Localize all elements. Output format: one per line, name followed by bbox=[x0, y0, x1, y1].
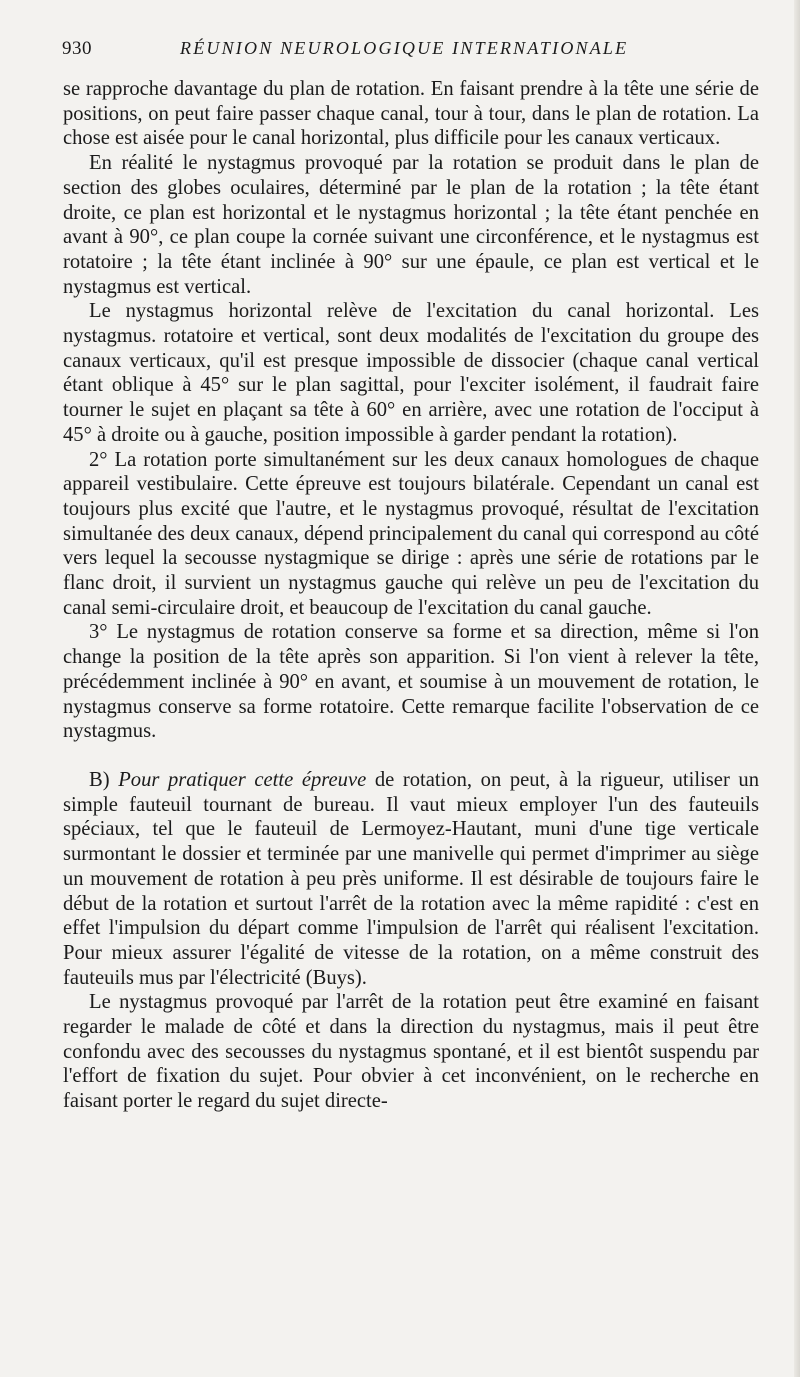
page-header bbox=[62, 38, 767, 68]
paragraph-plan-de-section: En réalité le nystagmus provoqué par la rotation se produit dans le plan de section des globes oculaires, déterminé par le plan de la rotation ; la tête étant droite, ce plan est horizontal et le nystagmus horizontal ; la tête étant penchée en avant à 90°, ce plan coupe la cornée suivant une circonférence, et le nystagmus est rotatoire ; la tête étant inclinée à 90° sur une épaule, ce plan est vertical et le nystagmus est vertical. bbox=[63, 152, 759, 298]
scan-edge-shadow bbox=[794, 0, 800, 1377]
section-b-text: de rotation, on peut, à la rigueur, utiliser un simple fauteuil tournant de bureau. Il vaut mieux employer l'un des fauteuils spéciaux, tel que le fauteuil de Lermoyez-Hautant, muni d'une tige verticale surmontant le dossier et terminée par une manivelle qui permet d'imprimer au siège un mouvement de rotation à peu près uniforme. Il est désirable de toujours faire le début de la rotation et surtout l'arrêt de la rotation avec la même rapidité : c'est en effet l'impulsion du départ comme l'impulsion de l'arrêt qui réalisent l'excitation. Pour mieux assurer l'égalité de vitesse de la rotation, on a même construit des fauteuils mus par l'électricité (Buys). bbox=[63, 768, 759, 989]
body-text bbox=[63, 77, 759, 1114]
paragraph-continuation: se rapproche davantage du plan de rotation. En faisant prendre à la tête une série de positions, on peut faire passer chaque canal, tour à tour, dans le plan de rotation. La chose est aisée pour le canal horizontal, plus difficile pour les canaux verticaux. bbox=[63, 78, 759, 150]
running-title: RÉUNION NEUROLOGIQUE INTERNATIONALE bbox=[180, 38, 629, 58]
paragraph-nystagmus-horizontal: Le nystagmus horizontal relève de l'excitation du canal horizontal. Les nystagmus. rotatoire et vertical, sont deux modalités de l'excitation du groupe des canaux verticaux, qu'il est presque impossible de dissocier (chaque canal vertical étant oblique à 45° sur le plan sagittal, pour l'exciter isolément, il faudrait faire tourner le sujet en plaçant sa tête à 60° en arrière, avec une rotation de l'occiput à 45° à droite ou à gauche, position impossible à garder pendant la rotation). bbox=[63, 300, 759, 446]
page-number: 930 bbox=[62, 38, 92, 59]
paragraph-section-b bbox=[63, 768, 759, 990]
paragraph-point-3: 3° Le nystagmus de rotation conserve sa forme et sa direction, même si l'on change la position de la tête après son apparition. Si l'on vient à relever la tête, précédemment inclinée à 90° en avant, et soumise à un mouvement de rotation, le nystagmus conserve sa forme rotatoire. Cette remarque facilite l'observation de ce nystagmus. bbox=[63, 621, 759, 743]
section-b-italic-heading: Pour pratiquer cette épreuve bbox=[118, 768, 367, 791]
paragraph-nystagmus-arret: Le nystagmus provoqué par l'arrêt de la rotation peut être examiné en faisant regarder le malade de côté et dans la direction du nystagmus, mais il peut être confondu avec des secousses du nystagmus spontané, et il est bientôt suspendu par l'effort de fixation du sujet. Pour obvier à cet inconvénient, on le recherche en faisant porter le regard du sujet directe- bbox=[63, 991, 759, 1113]
paragraph-point-2: 2° La rotation porte simultanément sur les deux canaux homologues de chaque appareil vestibulaire. Cette épreuve est toujours bilatérale. Cependant un canal est toujours plus excité que l'autre, et le nystagmus provoqué, résultat de l'excitation simultanée des deux canaux, dépend principalement du canal qui correspond au côté vers lequel la secousse nystagmique se dirige : après une série de rotations par le flanc droit, il survient un nystagmus gauche qui relève un peu de l'excitation du canal semi-circulaire droit, et beaucoup de l'excitation du canal gauche. bbox=[63, 448, 759, 619]
section-b-label: B) bbox=[89, 768, 110, 791]
